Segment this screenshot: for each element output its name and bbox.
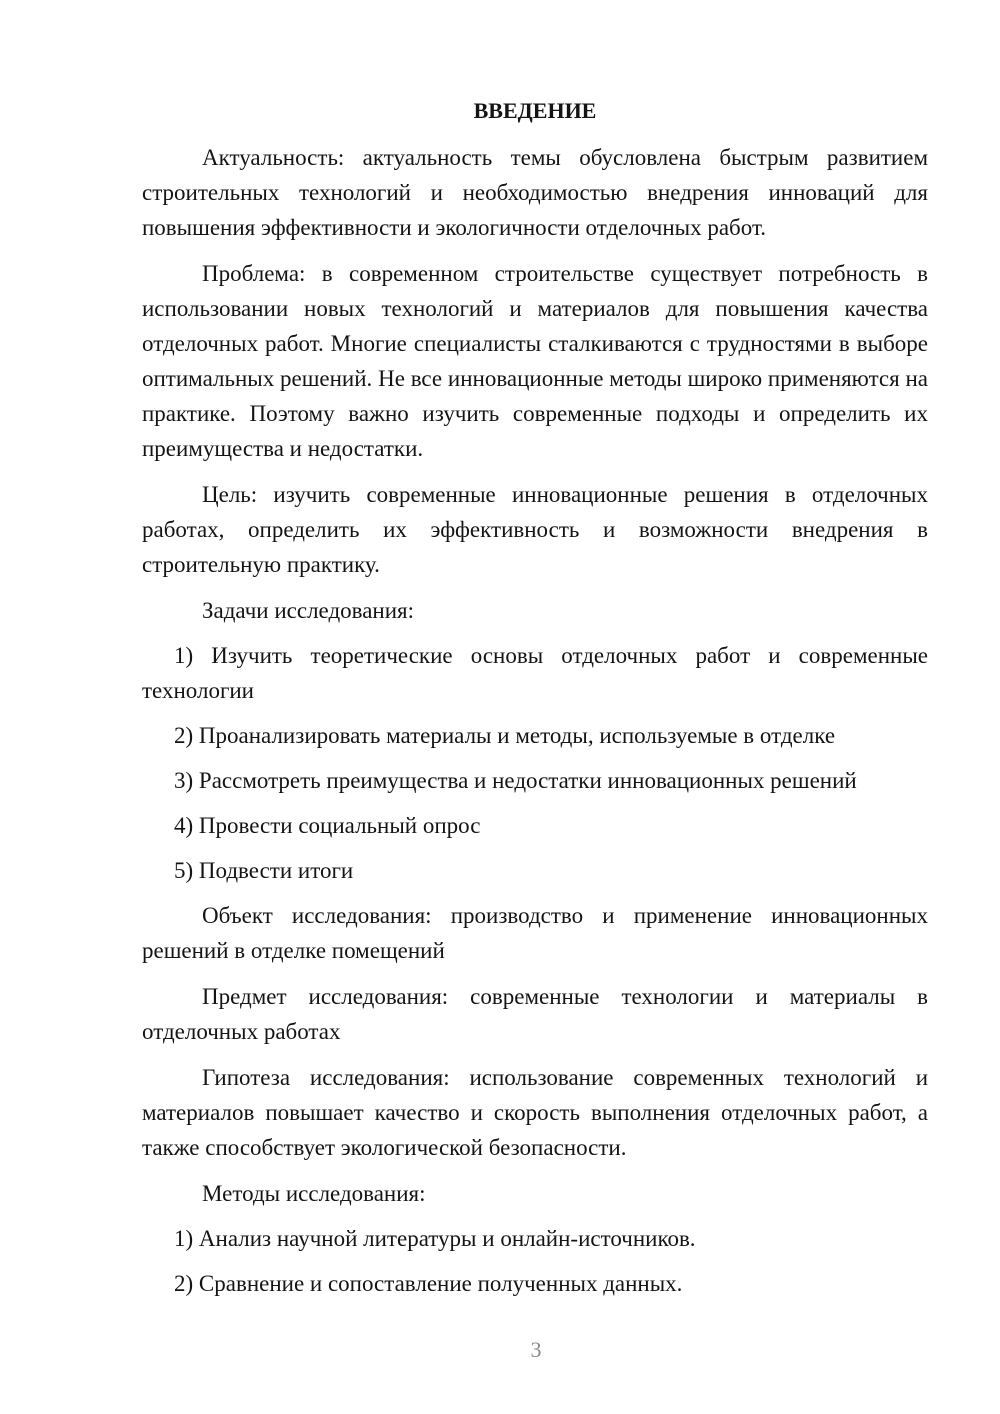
task-item: 3) Рассмотреть преимущества и недостатки инновационных решений — [174, 768, 857, 793]
tasks-heading: Задачи исследования: — [202, 598, 415, 623]
method-item: 2) Сравнение и сопоставление полученных данных. — [174, 1271, 683, 1296]
method-item: 1) Анализ научной литературы и онлайн-источников. — [174, 1226, 696, 1251]
task-item: 1) Изучить теоретические основы отделочных работ и современные технологии — [142, 643, 928, 703]
task-item: 4) Провести социальный опрос — [174, 813, 481, 838]
hypothesis-paragraph: Гипотеза исследования: использование современных технологий и материалов повышает качество и скорость выполнения отделочных работ, а также способствует экологической безопасности. — [142, 1065, 928, 1160]
methods-heading: Методы исследования: — [202, 1181, 426, 1206]
goal-paragraph: Цель: изучить современные инновационные решения в отделочных работах, определить их эффективность и возможности внедрения в строительную практику. — [142, 482, 928, 577]
page-title: ВВЕДЕНИЕ — [473, 98, 597, 123]
object-paragraph: Объект исследования: производство и применение инновационных решений в отделке помещений — [142, 903, 928, 963]
relevance-paragraph: Актуальность: актуальность темы обусловлена быстрым развитием строительных технологий и необходимостью внедрения инноваций для повышения эффективности и экологичности отделочных работ. — [142, 145, 928, 240]
page-number: 3 — [530, 1337, 542, 1362]
page-content — [142, 93, 928, 1311]
problem-paragraph: Проблема: в современном строительстве существует потребность в использовании новых технологий и материалов для повышения качества отделочных работ. Многие специалисты сталкиваются с трудностями в выборе оптимальных решений. Не все инновационные методы широко применяются на практике. Поэтому важно изучить современные подходы и определить их преимущества и недостатки. — [142, 261, 928, 461]
task-item: 5) Подвести итоги — [174, 858, 354, 883]
task-item: 2) Проанализировать материалы и методы, используемые в отделке — [174, 723, 836, 748]
subject-paragraph: Предмет исследования: современные технологии и материалы в отделочных работах — [142, 984, 928, 1044]
